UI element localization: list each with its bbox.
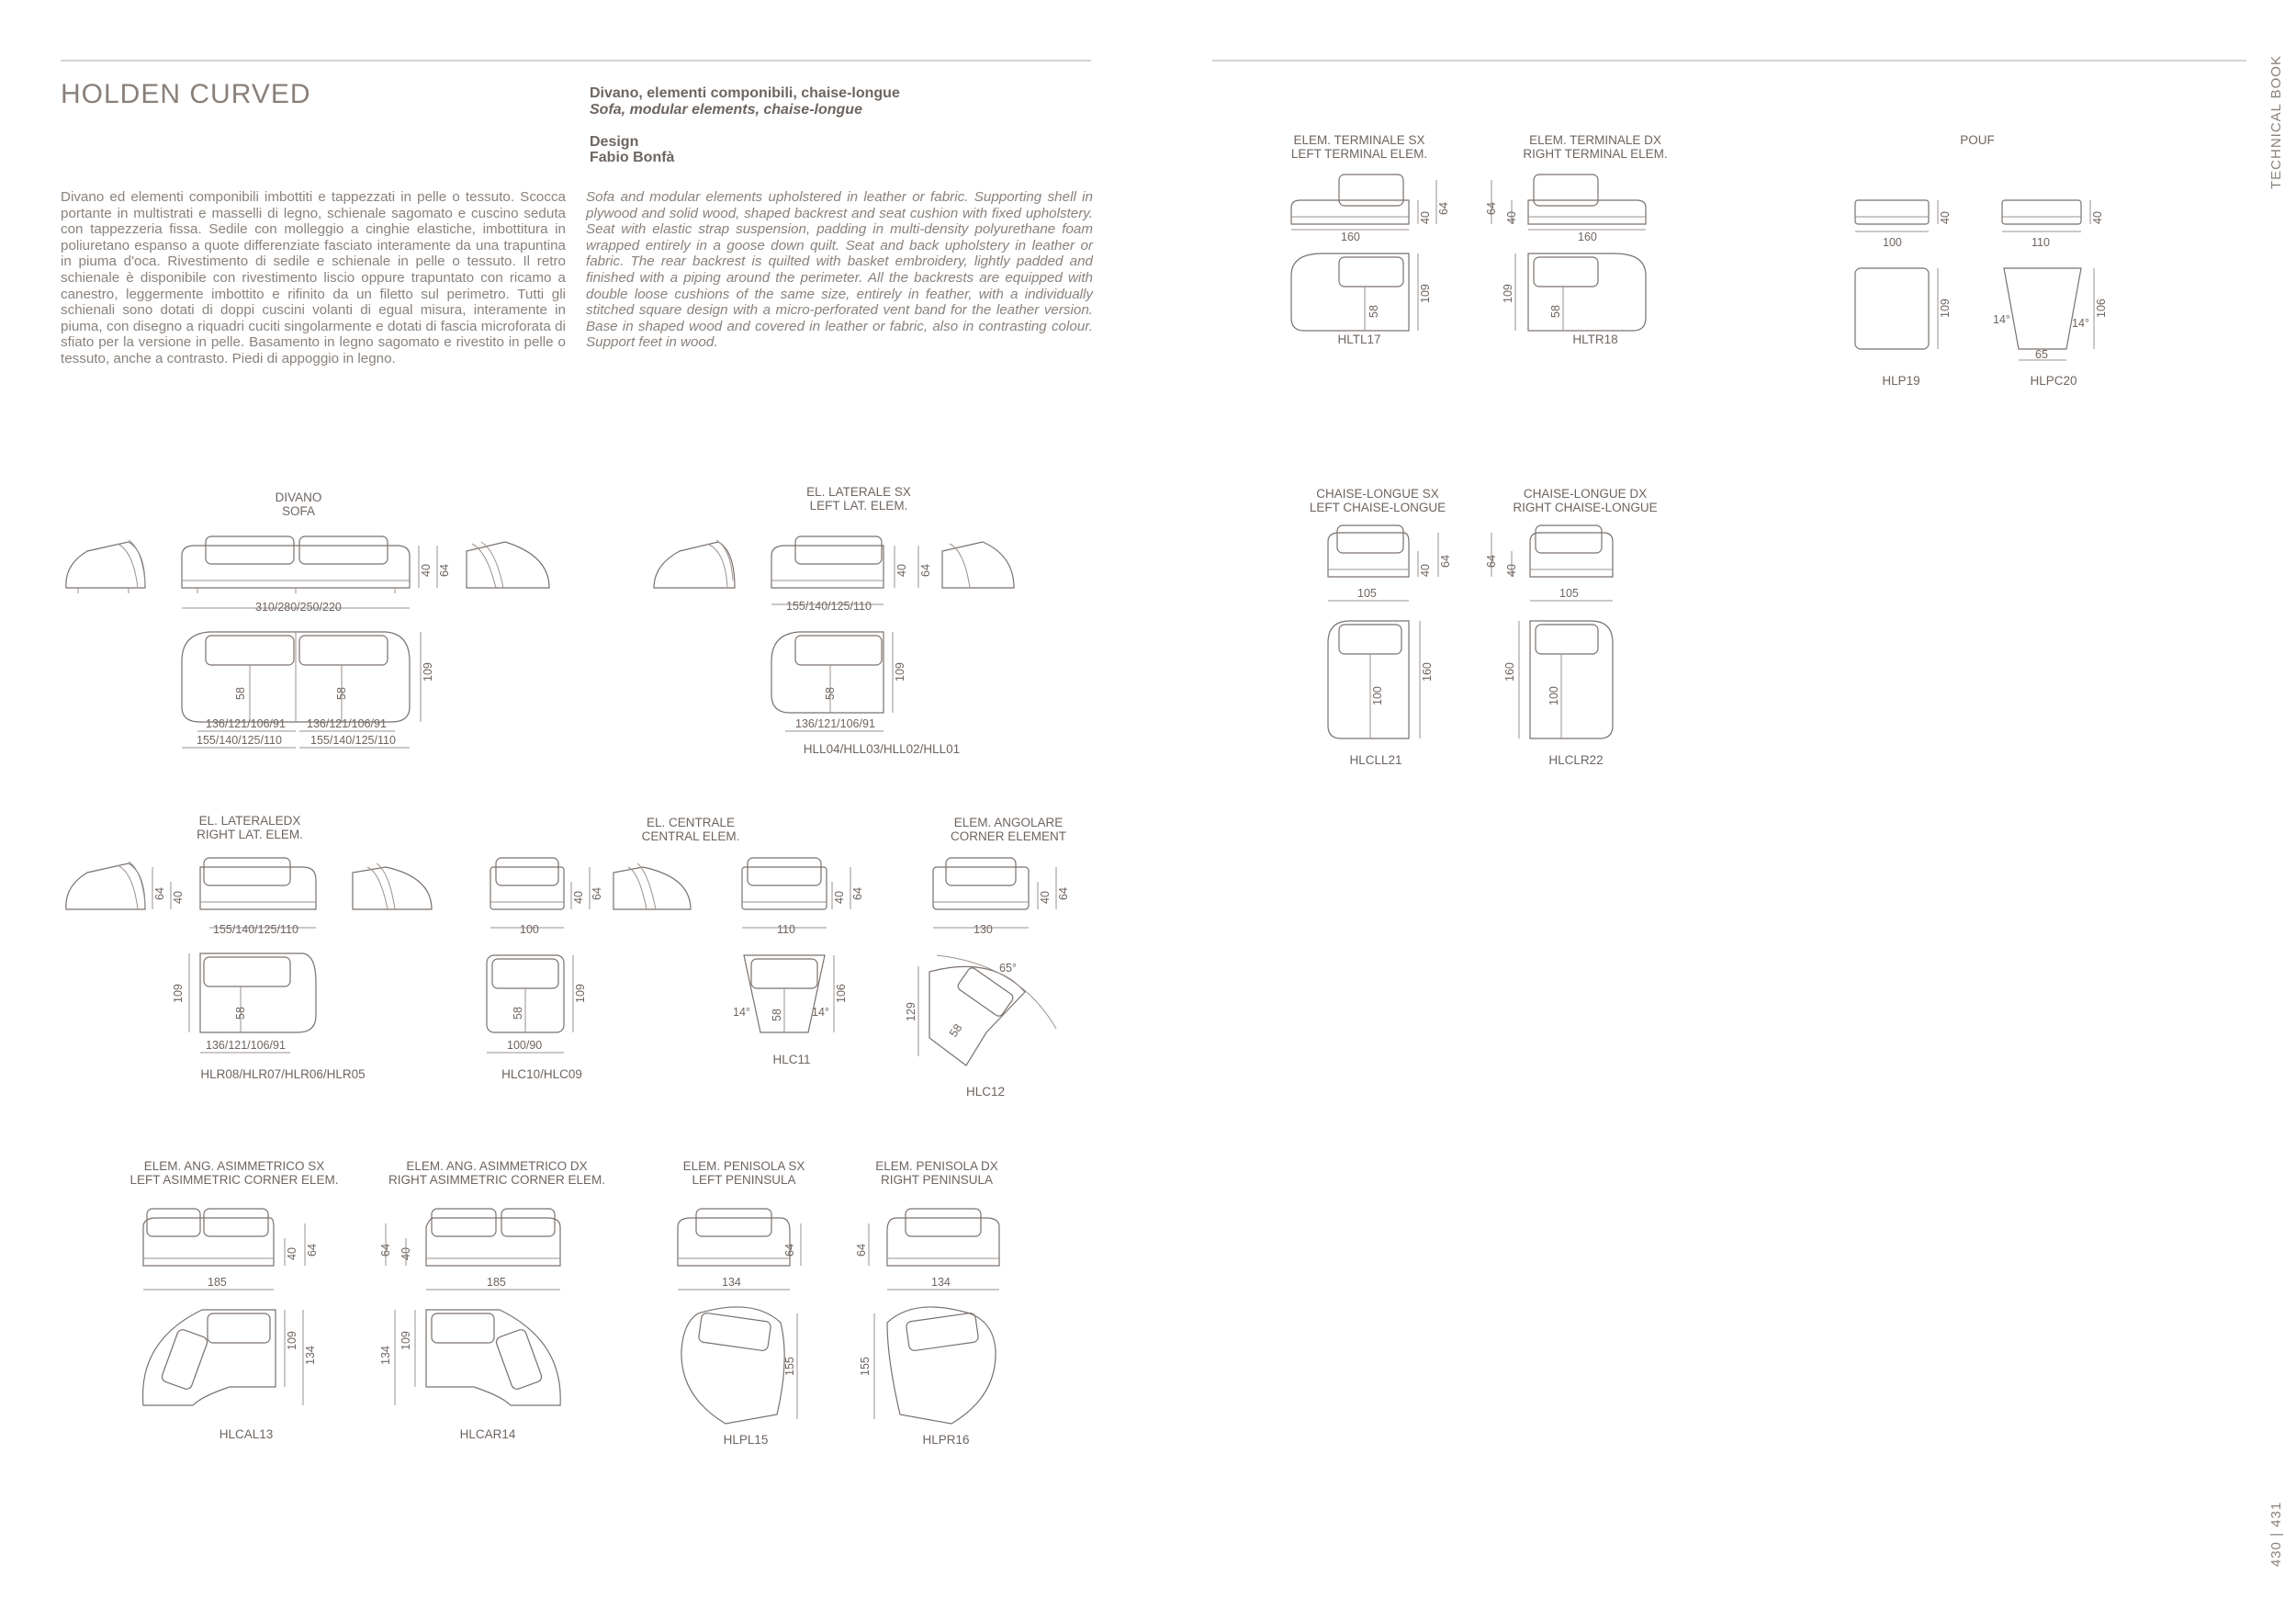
- code-corner: HLC12: [965, 1085, 1006, 1099]
- chaise-dx-dim-h2: 64: [1485, 555, 1498, 568]
- code-term-sx: HLTL17: [1337, 332, 1381, 346]
- pouf-dim-angle-a: 14°: [1993, 313, 2010, 326]
- central-dim-h1b: 40: [833, 891, 846, 904]
- sofa-label: DIVANO SOFA: [275, 490, 322, 518]
- asym-dx-drawing: [379, 1209, 560, 1405]
- page-title: HOLDEN CURVED: [61, 79, 311, 109]
- pouf-label: POUF: [1960, 133, 1995, 147]
- asym-dx-dim-h2: 64: [379, 1244, 392, 1257]
- subtitle-en: Sofa, modular elements, chaise-longue: [590, 102, 862, 118]
- asym-dx-label: ELEM. ANG. ASIMMETRICO DX RIGHT ASIMMETRIC CORNER ELEM.: [388, 1159, 606, 1187]
- chaise-dx-dim-depth: 160: [1503, 662, 1516, 682]
- corner-dim-h1: 40: [1039, 891, 1052, 904]
- pen-sx-dim-h: 64: [783, 1244, 796, 1257]
- chaise-sx-drawing: [1328, 525, 1452, 738]
- corner-dim-angle: 65°: [999, 962, 1017, 975]
- central-dim-h2: 64: [591, 887, 603, 900]
- term-dx-label: ELEM. TERMINALE DX RIGHT TERMINAL ELEM.: [1523, 133, 1668, 161]
- chaise-sx-label: CHAISE-LONGUE SX LEFT CHAISE-LONGUE: [1309, 487, 1446, 514]
- term-sx-dim-h2: 64: [1437, 202, 1450, 215]
- corner-drawing: [905, 858, 1070, 1065]
- right-lat-dim-width: 155/140/125/110: [213, 923, 298, 936]
- right-lat-dim-h2: 64: [153, 887, 166, 900]
- central-dim-h2b: 64: [851, 887, 864, 900]
- term-dx-dim-depth: 109: [1502, 284, 1514, 303]
- pouf-dim-d1: 109: [1939, 299, 1952, 318]
- left-lat-label: EL. LATERALE SX LEFT LAT. ELEM.: [806, 485, 911, 513]
- description-it: Divano ed elementi componibili imbottiti e tappezzati in pelle o tessuto. Scocca portante in multistrati e masselli di legno, schienale sagomato e cuscino seduta con tappezzeria fissa. Sedile con molleggio a cinghie elastiche, imbottitura in poliuretano espanso a quote differenziate fasciato interamente da una trapuntina in piuma d'oca. Rivestimento di sedile e schienale in pelle o tessuto. Il retro schienale è disponibile con rivestimento liscio oppure trapuntato con ricamo a canestro, leggermente imbottito e rifinito da un filetto sul perimetro. Tutti gli schienali sono dotati di doppi cuscini volanti di egual misura, interamente in piuma, con disegno a riquadri cuciti singolarmente e dotati di fascia microforata di sfiato per la versione in pelle. Basamento in legno sagomato e rivestito in pelle o tessuto, anche a contrasto. Piedi di appoggio in legno.: [61, 189, 566, 366]
- asym-dx-dim-d1: 109: [400, 1331, 412, 1350]
- right-lat-label: EL. LATERALEDX RIGHT LAT. ELEM.: [197, 814, 303, 841]
- chaise-dx-dim-seat: 100: [1548, 686, 1560, 705]
- sofa-dim-depth: 109: [422, 662, 434, 682]
- pouf-drawing: [1855, 200, 2108, 361]
- term-dx-dim-width: 160: [1578, 231, 1597, 243]
- code-asym-dx: HLCAR14: [459, 1427, 516, 1441]
- pouf-dim-h1: 40: [1939, 211, 1952, 224]
- sofa-dim-h1: 40: [420, 564, 433, 577]
- left-lat-dim-depth: 109: [894, 662, 906, 682]
- code-chaise-sx: HLCLL21: [1349, 753, 1402, 767]
- right-lat-dim-a: 136/121/106/91: [206, 1039, 286, 1052]
- subtitle-it: Divano, elementi componibili, chaise-longue: [590, 85, 900, 101]
- right-lat-dim-seat: 58: [234, 1007, 247, 1020]
- left-lat-dim-width: 155/140/125/110: [786, 600, 872, 613]
- chaise-sx-dim-h1: 40: [1419, 564, 1432, 577]
- chaise-sx-dim-width: 105: [1357, 587, 1377, 600]
- central-dim-h1: 40: [572, 891, 585, 904]
- pen-sx-drawing: [678, 1209, 801, 1424]
- designer-name: Fabio Bonfà: [590, 150, 675, 165]
- central-dim-a: 100/90: [507, 1039, 543, 1052]
- corner-dim-seat: 58: [946, 1021, 965, 1040]
- term-sx-label: ELEM. TERMINALE SX LEFT TERMINAL ELEM.: [1290, 133, 1428, 161]
- asym-sx-dim-width: 185: [208, 1276, 227, 1289]
- asym-dx-dim-d2: 134: [379, 1346, 392, 1365]
- asym-sx-drawing: [143, 1209, 319, 1405]
- code-left-lat: HLL04/HLL03/HLL02/HLL01: [803, 742, 961, 756]
- sofa-dim-a1: 136/121/106/91: [206, 717, 286, 730]
- pen-sx-label: ELEM. PENISOLA SX LEFT PENINSULA: [682, 1159, 805, 1187]
- code-right-lat: HLR08/HLR07/HLR06/HLR05: [200, 1067, 366, 1081]
- chaise-sx-dim-depth: 160: [1421, 662, 1434, 682]
- term-dx-dim-h2: 64: [1485, 202, 1498, 215]
- central-dim-depth-2: 106: [835, 984, 848, 1003]
- code-pen-sx: HLPL15: [723, 1433, 769, 1447]
- pen-dx-dim-depth: 155: [859, 1357, 872, 1376]
- central-dim-seat: 58: [512, 1007, 524, 1020]
- sofa-dim-width: 310/280/250/220: [255, 601, 342, 614]
- code-term-dx: HLTR18: [1572, 332, 1618, 346]
- left-lat-dim-h2: 64: [919, 564, 932, 577]
- term-dx-dim-seat: 58: [1549, 305, 1562, 318]
- right-lat-drawing: [66, 858, 432, 1053]
- term-sx-dim-depth: 109: [1419, 284, 1432, 303]
- pen-dx-drawing: [855, 1209, 999, 1424]
- chaise-dx-drawing: [1485, 525, 1613, 738]
- asym-dx-dim-h1: 40: [400, 1247, 412, 1260]
- corner-dim-h2: 64: [1057, 887, 1070, 900]
- code-pen-dx: HLPR16: [922, 1433, 970, 1447]
- code-central-1: HLC10/HLC09: [501, 1067, 582, 1081]
- sofa-dim-b1: 155/140/125/110: [197, 734, 282, 747]
- term-sx-dim-h1: 40: [1419, 211, 1432, 224]
- central-dim-depth: 109: [574, 984, 587, 1003]
- pouf-dim-h2: 40: [2091, 211, 2104, 224]
- pen-sx-dim-width: 134: [722, 1276, 741, 1289]
- pen-sx-dim-depth: 155: [783, 1357, 796, 1376]
- left-lat-drawing: [654, 536, 1014, 731]
- pouf-dim-angle-b: 14°: [2072, 317, 2089, 330]
- central-label: EL. CENTRALE CENTRAL ELEM.: [641, 816, 740, 843]
- term-sx-dim-seat: 58: [1367, 305, 1380, 318]
- sofa-dim-h2: 64: [438, 564, 451, 577]
- central-dim-w2: 110: [777, 923, 795, 936]
- code-pouf-1: HLP19: [1882, 374, 1920, 388]
- chaise-dx-dim-width: 105: [1559, 587, 1579, 600]
- term-dx-dim-h1: 40: [1505, 211, 1518, 224]
- sofa-dim-seat: 58: [234, 687, 247, 700]
- sofa-drawing: [66, 536, 549, 748]
- chaise-sx-dim-seat: 100: [1371, 686, 1384, 705]
- central-dim-angle-1: 14°: [733, 1006, 750, 1019]
- right-lat-dim-h1: 40: [172, 891, 185, 904]
- chaise-dx-label: CHAISE-LONGUE DX RIGHT CHAISE-LONGUE: [1513, 487, 1658, 514]
- code-asym-sx: HLCAL13: [219, 1427, 274, 1441]
- sofa-dim-b2: 155/140/125/110: [310, 734, 396, 747]
- right-lat-dim-depth: 109: [172, 984, 185, 1003]
- asym-sx-dim-d1: 109: [286, 1331, 298, 1350]
- asym-sx-dim-h1: 40: [286, 1247, 298, 1260]
- section-label: TECHNICAL BOOK: [2268, 55, 2284, 189]
- pouf-dim-d2: 106: [2095, 299, 2108, 318]
- asym-sx-dim-h2: 64: [306, 1244, 319, 1257]
- pouf-dim-w2: 110: [2032, 236, 2050, 249]
- asym-sx-label: ELEM. ANG. ASIMMETRICO SX LEFT ASIMMETRIC CORNER ELEM.: [129, 1159, 339, 1187]
- description-en: Sofa and modular elements upholstered in leather or fabric. Supporting shell in plywood and solid wood, shaped backrest and seat cushion with fixed upholstery. Seat with elastic strap suspension, padding in multi-density polyurethane foam wrapped entirely in a goose down quilt. Seat and back upholstery in leather or fabric. The rear backrest is quilted with basket embroidery, lightly padded and finished with a piping around the perimeter. All the backrests are equipped with double loose cushions of the same size, entirely in feather, with a individually stitched square design with a micro-perforated vent band for the leather version. Base in shaped wood and covered in leather or fabric, also in contrasting colour. Support feet in wood.: [586, 189, 1093, 351]
- asym-dx-dim-width: 185: [487, 1276, 506, 1289]
- left-lat-dim-seat: 58: [824, 687, 837, 700]
- central-dim-angle-2: 14°: [812, 1006, 829, 1019]
- term-dx-drawing: [1485, 175, 1646, 331]
- pouf-dim-w1: 100: [1883, 236, 1902, 249]
- code-chaise-dx: HLCLR22: [1548, 753, 1604, 767]
- pen-dx-dim-width: 134: [931, 1276, 951, 1289]
- corner-dim-depth: 129: [905, 1002, 917, 1021]
- pen-dx-dim-h: 64: [855, 1244, 868, 1257]
- page-numbers: 430 | 431: [2268, 1501, 2284, 1567]
- term-sx-dim-width: 160: [1341, 231, 1360, 243]
- code-pouf-2: HLPC20: [2030, 374, 2077, 388]
- design-label: Design: [590, 134, 639, 150]
- code-central-2: HLC11: [772, 1053, 811, 1066]
- chaise-dx-dim-h1: 40: [1505, 564, 1518, 577]
- chaise-sx-dim-h2: 64: [1439, 555, 1452, 568]
- pouf-dim-c: 65: [2035, 348, 2048, 361]
- sofa-dim-seat-2: 58: [335, 687, 348, 700]
- sofa-dim-a2: 136/121/106/91: [307, 717, 387, 730]
- central-dim-seat-2: 58: [771, 1009, 783, 1021]
- term-sx-drawing: [1291, 175, 1450, 331]
- central-dim-w1: 100: [520, 923, 539, 936]
- central-drawing: [487, 858, 864, 1053]
- pen-dx-label: ELEM. PENISOLA DX RIGHT PENINSULA: [875, 1159, 998, 1187]
- corner-dim-width: 130: [974, 923, 993, 936]
- corner-label: ELEM. ANGOLARE CORNER ELEMENT: [950, 816, 1067, 843]
- asym-sx-dim-d2: 134: [304, 1346, 317, 1365]
- left-lat-dim-h1: 40: [895, 564, 908, 577]
- left-lat-dim-a: 136/121/106/91: [795, 717, 875, 730]
